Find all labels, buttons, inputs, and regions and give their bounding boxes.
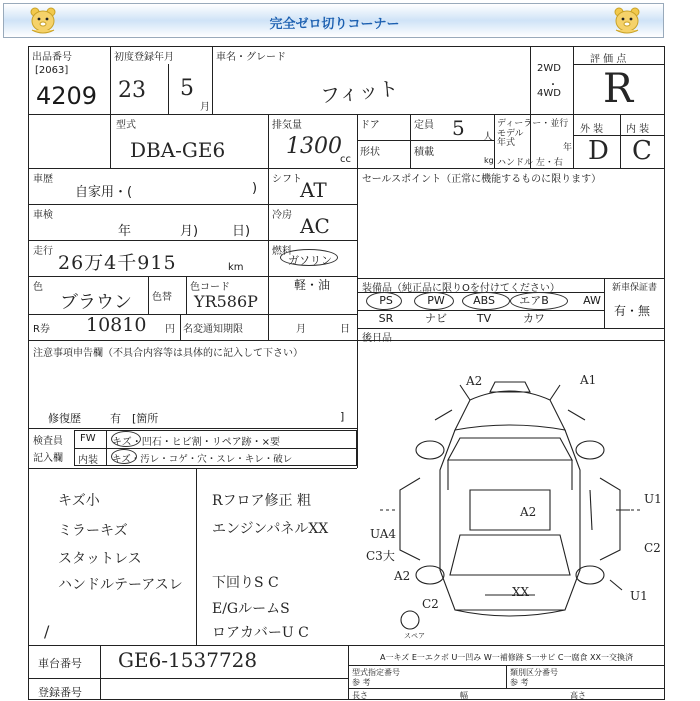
drive-dot: ・ xyxy=(548,80,558,91)
aircon-label: 冷房 xyxy=(272,210,292,221)
warranty-label: 新車保証書 xyxy=(612,283,658,293)
mileage-label: 走行 xyxy=(33,246,53,257)
inspection-day: 日) xyxy=(232,224,251,239)
car-damage-diagram xyxy=(360,360,665,645)
equipment-item: エアB xyxy=(519,294,549,307)
equipment-item: TV xyxy=(476,312,492,325)
color-label: 色 xyxy=(33,282,43,293)
bear-mascot-icon xyxy=(612,6,642,34)
mark-c2-right: C2 xyxy=(644,541,661,555)
name-change-day: 日 xyxy=(340,324,350,335)
equipment-label: 装備品（純正品に限りOを付けてください） xyxy=(362,283,560,294)
abs-circle-mark xyxy=(462,292,510,310)
inspector-label: 検査員 xyxy=(33,436,63,447)
inspector-inside: 内装 xyxy=(78,455,98,466)
grade-label: 評 価 点 xyxy=(590,54,627,65)
dim-width: 幅 xyxy=(460,691,468,700)
mark-ua4: UA4 xyxy=(370,527,397,541)
equipment-item: SR xyxy=(378,312,394,325)
mark-xx-center: XX xyxy=(512,585,530,599)
recycle-unit: 円 xyxy=(165,324,175,335)
aircon-value: AC xyxy=(300,214,330,238)
name-change-month: 月 xyxy=(296,324,306,335)
displacement-unit: cc xyxy=(340,154,351,165)
history-value: 自家用・( xyxy=(75,185,133,200)
exterior-value: D xyxy=(588,136,609,166)
doors-label: ドア xyxy=(360,120,380,131)
interior-value: C xyxy=(632,136,652,166)
registration-month: 5 xyxy=(180,76,194,101)
remark-stroke: / xyxy=(44,622,50,641)
notes-label: 注意事項申告欄（不具合内容等は具体的に記入して下さい） xyxy=(33,348,303,359)
recycle-value: 10810 xyxy=(86,314,147,336)
shift-label: シフト xyxy=(272,174,302,185)
model-value: DBA-GE6 xyxy=(130,138,226,162)
mileage-unit: km xyxy=(228,262,244,273)
drive-2wd: 2WD xyxy=(537,63,561,74)
notes-field-label: 記入欄 xyxy=(33,453,63,464)
equipment-item: ナビ xyxy=(425,312,447,325)
handle-label: ハンドル 左・右 xyxy=(497,158,563,168)
lot-small-number: [2063] xyxy=(35,65,69,76)
equipment-item: AW xyxy=(583,294,601,307)
mark-a2-top-left: A2 xyxy=(466,374,483,388)
inspection-month: 月) xyxy=(180,224,199,239)
lot-number: 4209 xyxy=(36,82,98,110)
mark-a2-center: A2 xyxy=(520,505,537,519)
inspector-row2: キズ・汚レ・コゲ・穴・スレ・キレ・破レ xyxy=(112,454,293,465)
mileage-value: 26万4千915 xyxy=(58,252,177,274)
remark-right: 下回りS C xyxy=(212,575,279,591)
load-unit: kg xyxy=(484,156,494,165)
inspection-label: 車検 xyxy=(33,210,53,221)
mark-a1-top-right: A1 xyxy=(580,373,597,387)
rear-items-label: 後日品 xyxy=(362,333,392,344)
dealer-label: ディーラー・並行 xyxy=(497,119,569,129)
model-year-label: モデル 年式 xyxy=(497,129,524,148)
mark-spare: スペア xyxy=(404,632,425,640)
selling-points-label: セールスポイント（正常に機能するものに限ります） xyxy=(362,174,602,185)
equipment-item: PS xyxy=(379,294,393,307)
remark-left: ハンドルテーアスレ xyxy=(58,577,183,593)
class-label: 類別区分番号 xyxy=(510,668,558,677)
chassis-value: GE6-1537728 xyxy=(118,648,258,672)
exterior-label: 外 装 xyxy=(580,124,604,135)
remark-right: エンジンパネルXX xyxy=(212,521,329,537)
repair-history-label: 修復歴 xyxy=(48,412,81,425)
mark-c3: C3大 xyxy=(366,549,395,563)
color-value: ブラウン xyxy=(60,292,132,313)
ps-circle-mark xyxy=(366,292,402,310)
grade-value: R xyxy=(603,66,634,112)
remark-left: スタットレス xyxy=(58,551,142,567)
inspection-circle-mark xyxy=(111,449,137,464)
equipment-item: PW xyxy=(427,294,445,307)
mark-a2-left: A2 xyxy=(394,569,411,583)
name-change-label: 名変通知期限 xyxy=(183,324,243,335)
warranty-value: 有・無 xyxy=(614,304,651,318)
shape-label: 形状 xyxy=(360,147,380,158)
designation-label: 型式指定番号 xyxy=(352,668,400,677)
reg-number-label: 登録番号 xyxy=(38,686,82,699)
repair-history-value: 有 xyxy=(110,412,121,425)
drive-4wd: 4WD xyxy=(537,88,561,99)
dim-length: 長さ xyxy=(352,691,368,700)
displacement-label: 排気量 xyxy=(272,120,302,131)
chassis-label: 車台番号 xyxy=(38,657,82,670)
airbag-circle-mark xyxy=(510,292,568,310)
capacity-label: 定員 xyxy=(414,120,434,131)
designation-sub: 参 考 xyxy=(352,678,371,687)
model-label: 型式 xyxy=(116,120,136,131)
car-name-value: フィット xyxy=(319,75,400,109)
lot-label: 出品番号 xyxy=(32,52,72,63)
fuel-label: 燃料 xyxy=(272,246,292,257)
load-label: 積載 xyxy=(414,147,434,158)
capacity-value: 5 xyxy=(452,116,465,140)
interior-label: 内 装 xyxy=(626,124,650,135)
remark-right: E/GルームS xyxy=(212,601,290,617)
remark-left: ミラーキズ xyxy=(58,523,128,539)
shift-value: AT xyxy=(300,178,327,202)
pw-circle-mark xyxy=(414,292,454,310)
history-label: 車歴 xyxy=(33,174,53,185)
recycle-label: R券 xyxy=(33,324,50,335)
remark-right: ロアカバーU C xyxy=(212,625,309,641)
color-change-label: 色替 xyxy=(152,292,172,303)
mark-u1-right: U1 xyxy=(644,492,662,506)
fuel-gasoline: ガソリン xyxy=(288,254,332,267)
header-banner xyxy=(3,3,664,38)
registration-month-unit: 月 xyxy=(200,102,210,113)
inspector-fw: FW xyxy=(80,433,96,444)
remark-right: Rフロア修正 粗 xyxy=(212,493,311,509)
registration-year: 23 xyxy=(118,78,146,103)
class-sub: 参 考 xyxy=(510,678,529,687)
color-code-value: YR586P xyxy=(194,292,258,311)
bear-mascot-icon xyxy=(28,6,58,34)
inspection-year: 年 xyxy=(118,224,132,239)
car-name-label: 車名・グレード xyxy=(216,52,286,63)
repair-place-label: [箇所 xyxy=(132,412,159,425)
equipment-item: カワ xyxy=(523,312,545,325)
mark-c2-bottom: C2 xyxy=(422,597,439,611)
history-close: ) xyxy=(252,181,258,196)
dim-height: 高さ xyxy=(570,691,586,700)
model-year-unit: 年 xyxy=(563,143,573,153)
remark-left: キズ小 xyxy=(58,493,100,509)
repair-place-close: ] xyxy=(340,410,345,423)
damage-legend: A一キズ E一エクボ U一凹み W一補修跡 S一サビ C一腐食 XX一交換済 xyxy=(380,653,634,662)
registration-label: 初度登録年月 xyxy=(114,52,174,63)
gasoline-circle-mark xyxy=(280,249,338,266)
color-code-label: 色コード xyxy=(190,282,230,293)
displacement-value: 1300 xyxy=(286,134,342,159)
mark-u1-bottom-right: U1 xyxy=(630,589,648,603)
inspector-row1: キズ・凹石・ヒビ割・リペア跡・×要 xyxy=(112,437,280,448)
capacity-unit: 人 xyxy=(483,132,493,143)
inspection-circle-mark xyxy=(111,431,141,447)
banner-title: 完全ゼロ切りコーナー xyxy=(269,17,400,32)
equipment-item: ABS xyxy=(473,294,495,307)
fuel-diesel: 軽・油 xyxy=(294,278,331,292)
